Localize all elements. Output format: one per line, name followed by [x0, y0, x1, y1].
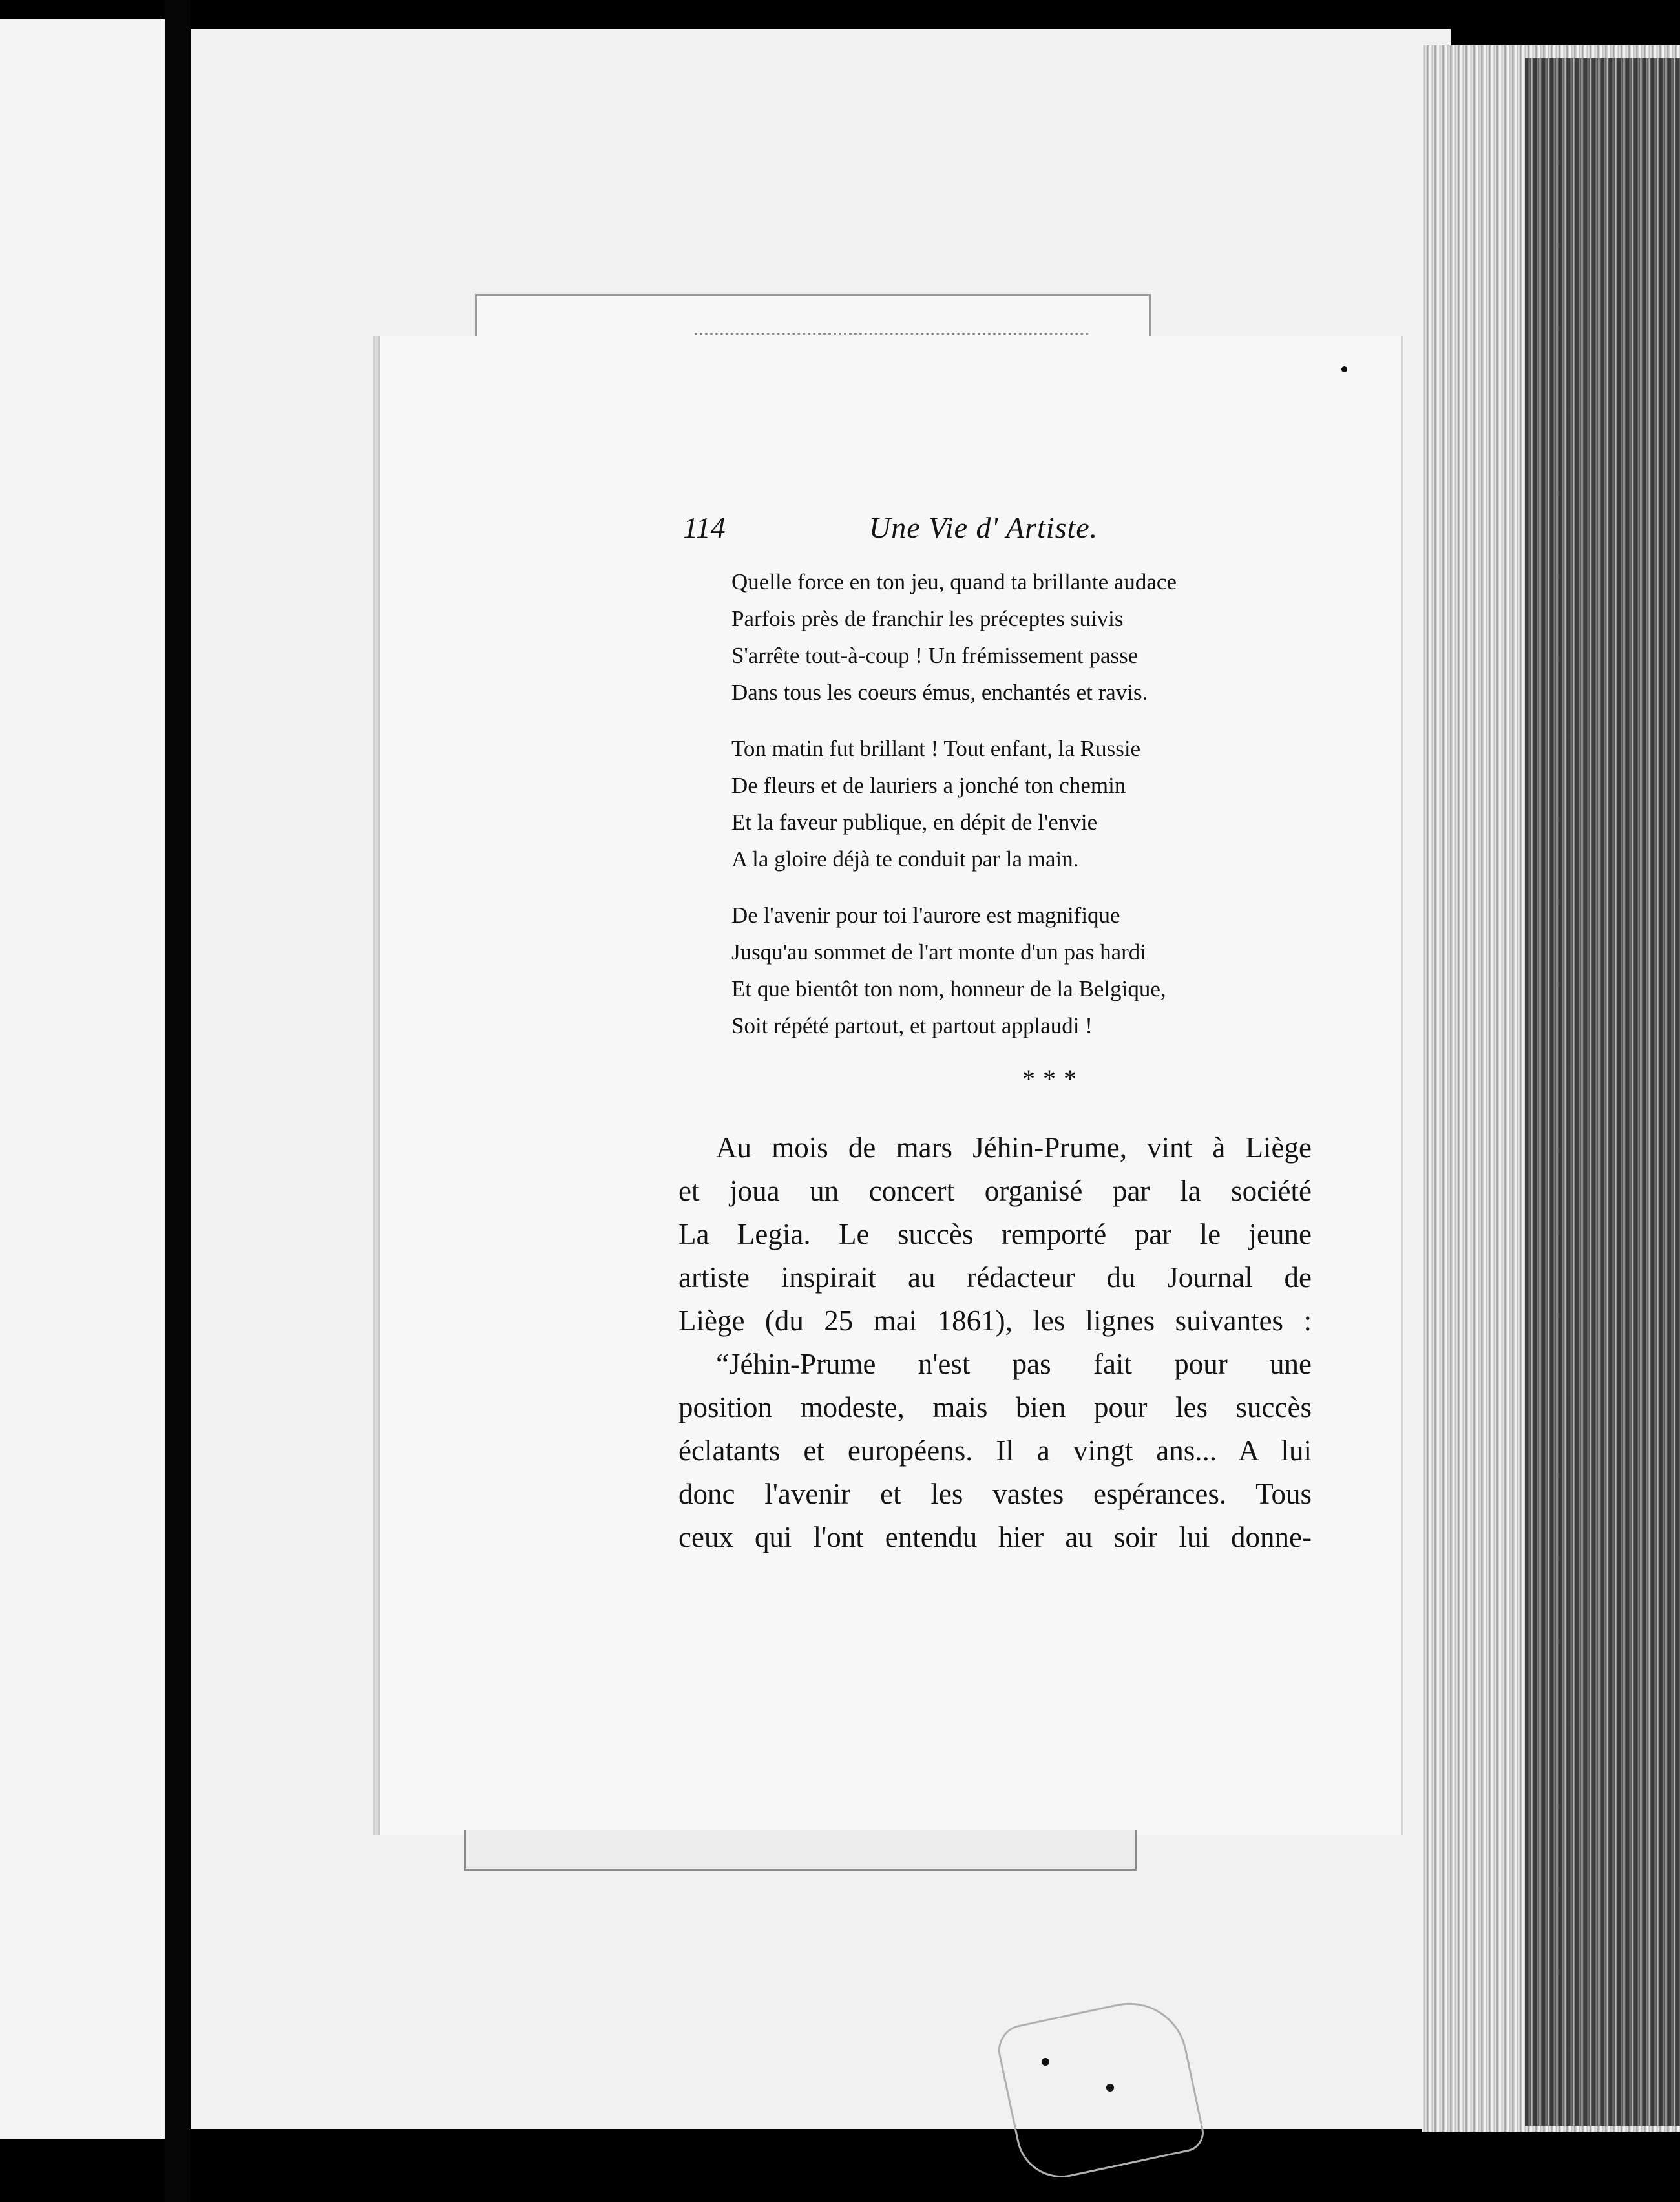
speck-dot [1341, 366, 1347, 372]
running-title: Une Vie d' Artiste. [869, 511, 1098, 544]
verse-line: Soit répété partout, et partout applaudi ! [731, 1013, 1093, 1038]
prose-line: Liège (du 25 mai 1861), les lignes suivantes : [678, 1305, 1312, 1337]
poem-stanza-3 [731, 897, 1318, 1044]
verse-line: S'arrête tout-à-coup ! Un frémissement passe [731, 643, 1139, 668]
prose-line: ceux qui l'ont entendu hier au soir lui donne- [678, 1521, 1312, 1553]
verse-line: Dans tous les coeurs émus, enchantés et ravis. [731, 680, 1148, 705]
poem-stanza-1 [731, 563, 1318, 711]
verse-line: A la gloire déjà te conduit par la main. [731, 846, 1079, 872]
prose-line: Au mois de mars Jéhin-Prume, vint à Liège [716, 1131, 1312, 1164]
slip-bottom-tab [464, 1830, 1137, 1871]
book-spine [165, 0, 191, 2202]
verse-line: Et la faveur publique, en dépit de l'envie [731, 810, 1098, 835]
stamp-dot [1042, 2058, 1049, 2066]
prose-line: donc l'avenir et les vastes espérances. Tous [678, 1478, 1312, 1510]
prose-line: “Jéhin-Prume n'est pas fait pour une [716, 1348, 1312, 1380]
verse-line: Parfois près de franchir les préceptes suivis [731, 606, 1124, 631]
left-page-edge [0, 19, 165, 2139]
page-edges-shadow [1525, 58, 1680, 2126]
prose-line: éclatants et européens. Il a vingt ans... A lui [678, 1434, 1312, 1467]
prose-paragraph [672, 1126, 1312, 1559]
dotted-rule [695, 333, 1089, 335]
poem-stanza-2 [731, 730, 1318, 877]
prose-line: et joua un concert organisé par la société [678, 1175, 1312, 1207]
prose-line: artiste inspirait au rédacteur du Journal de [678, 1261, 1312, 1294]
prose-line: position modeste, mais bien pour les succès [678, 1391, 1312, 1423]
verse-line: De fleurs et de lauriers a jonché ton chemin [731, 773, 1126, 798]
verse-line: De l'avenir pour toi l'aurore est magnifique [731, 903, 1120, 928]
stamp-dot [1106, 2084, 1114, 2092]
page-header [672, 510, 1318, 556]
verse-line: Jusqu'au sommet de l'art monte d'un pas hardi [731, 939, 1146, 965]
page-text [672, 510, 1318, 1559]
verse-line: Et que bientôt ton nom, honneur de la Belgique, [731, 976, 1166, 1001]
asterism-separator: * * * [1022, 1064, 1078, 1093]
page-number: 114 [683, 511, 726, 544]
verse-line: Ton matin fut brillant ! Tout enfant, la Russie [731, 736, 1141, 761]
prose-line: La Legia. Le succès remporté par le jeune [678, 1218, 1312, 1250]
verse-line: Quelle force en ton jeu, quand ta brillante audace [731, 569, 1177, 594]
